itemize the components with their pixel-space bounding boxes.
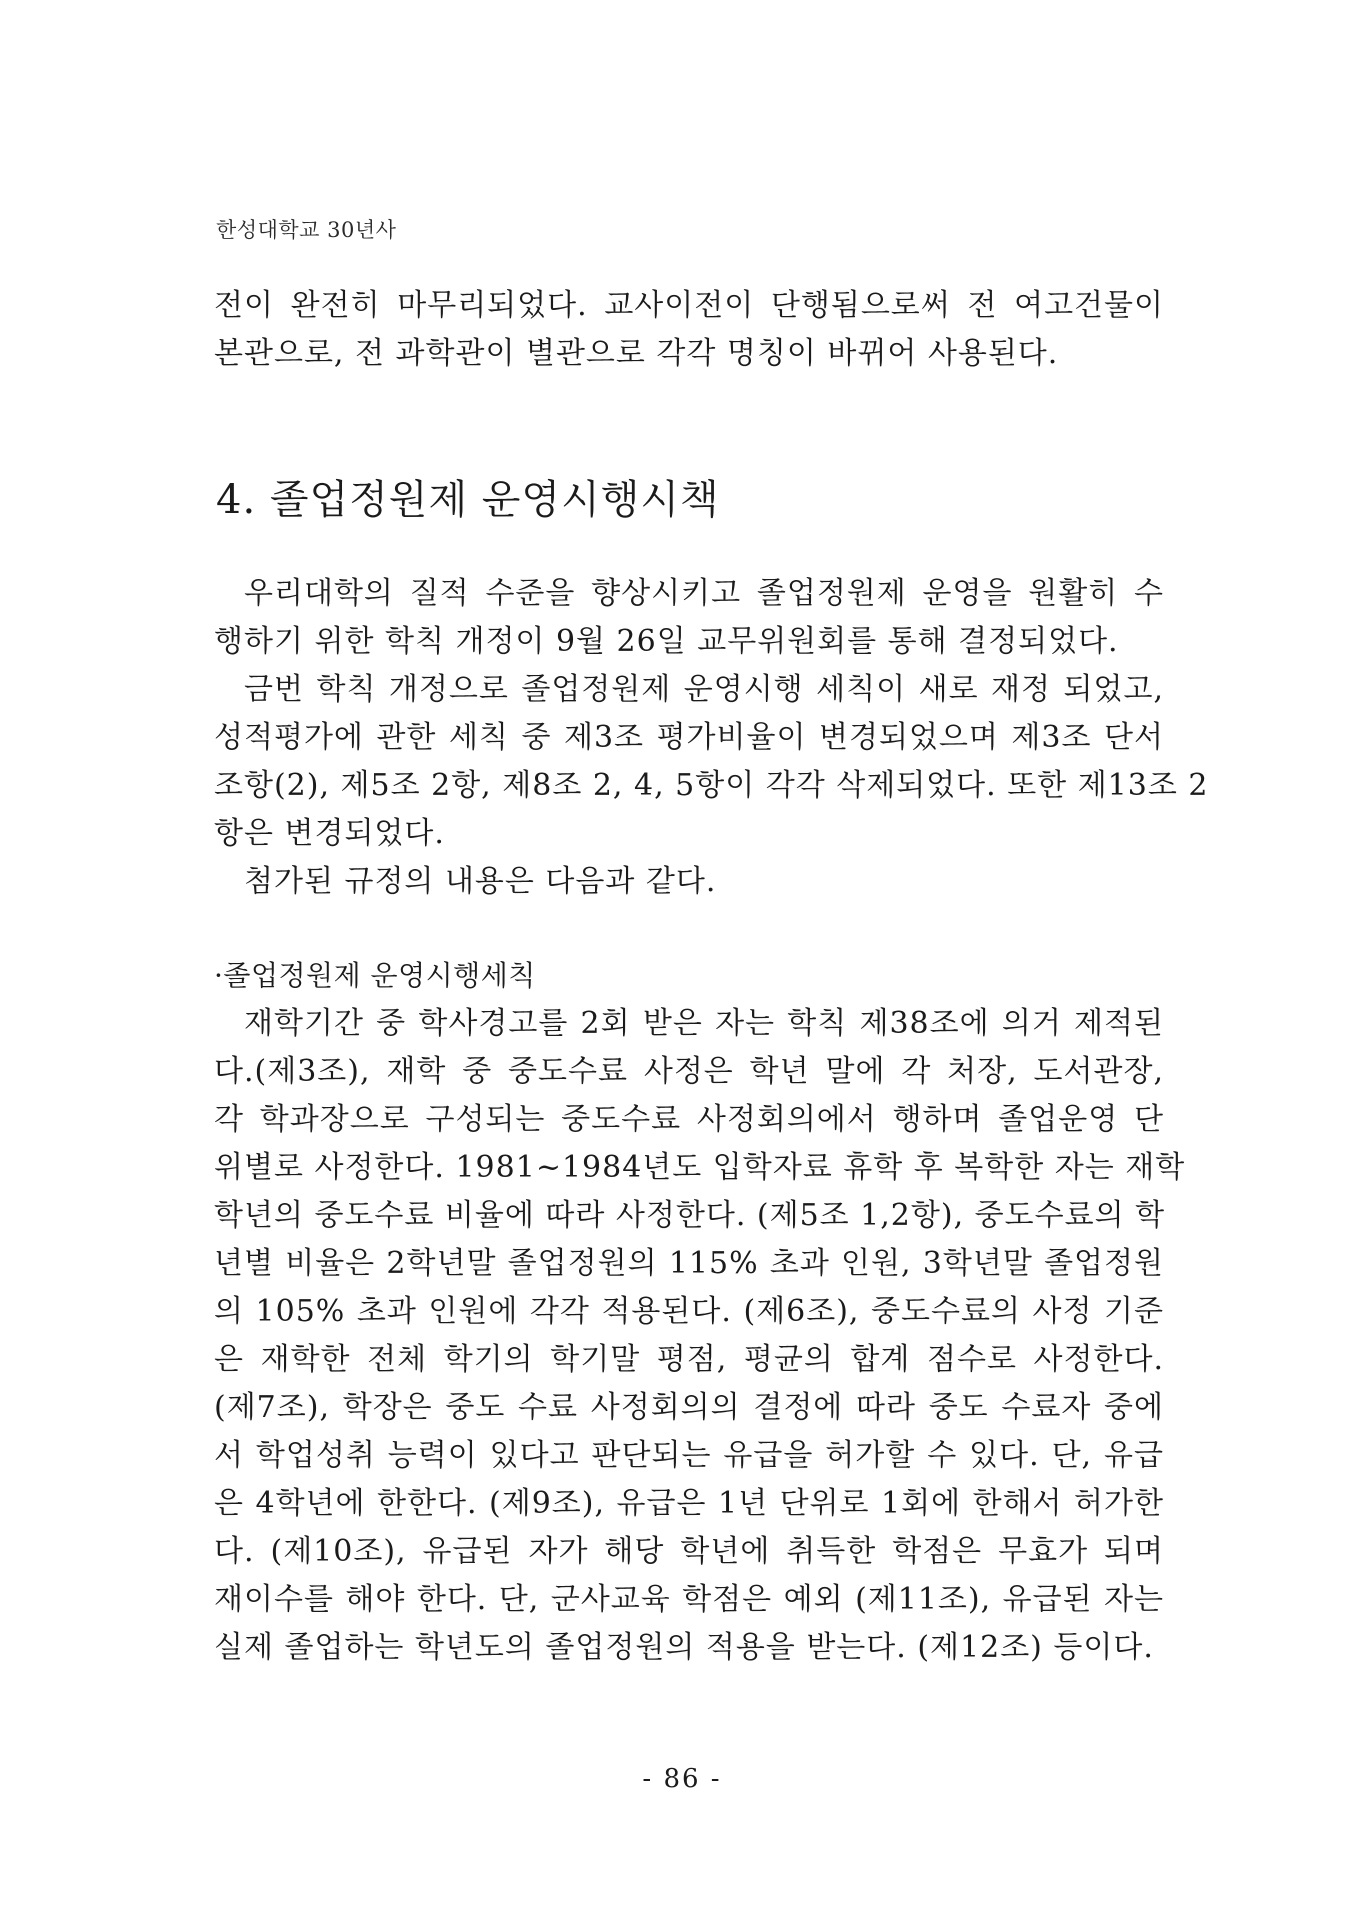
- text-line: (제7조), 학장은 중도 수료 사정회의의 결정에 따라 중도 수료자 중에: [214, 1390, 1164, 1425]
- text-line: 각 학과장으로 구성되는 중도수료 사정회의에서 행하며 졸업운영 단: [214, 1102, 1164, 1137]
- text-line: 행하기 위한 학칙 개정이 9월 26일 교무위원회를 통해 결정되었다.: [214, 624, 1119, 659]
- running-header: 한성대학교 30년사: [216, 218, 397, 242]
- text-line: 조항(2), 제5조 2항, 제8조 2, 4, 5항이 각각 삭제되었다. 또한 제13조 2: [214, 768, 1209, 803]
- page-number: - 86 -: [642, 1764, 722, 1794]
- text-line: 실제 졸업하는 학년도의 졸업정원의 적용을 받는다. (제12조) 등이다.: [214, 1630, 1154, 1665]
- text-line: 의 105% 초과 인원에 각각 적용된다. (제6조), 중도수료의 사정 기준: [214, 1294, 1164, 1329]
- intro-paragraph: [214, 282, 1164, 378]
- subsection-title: ·졸업정원제 운영시행세칙: [214, 959, 536, 992]
- text-line: 은 4학년에 한한다. (제9조), 유급은 1년 단위로 1회에 한해서 허가한: [214, 1486, 1164, 1521]
- text-line: 본관으로, 전 과학관이 별관으로 각각 명칭이 바뀌어 사용된다.: [214, 336, 1059, 371]
- text-line: 년별 비율은 2학년말 졸업정원의 115% 초과 인원, 3학년말 졸업정원: [214, 1246, 1164, 1281]
- text-line: 금번 학칙 개정으로 졸업정원제 운영시행 세칙이 새로 재정 되었고,: [244, 672, 1164, 707]
- text-line: 다. (제10조), 유급된 자가 해당 학년에 취득한 학점은 무효가 되며: [214, 1534, 1164, 1569]
- text-line: 학년의 중도수료 비율에 따라 사정한다. (제5조 1,2항), 중도수료의 학: [214, 1198, 1166, 1233]
- text-line: 재학기간 중 학사경고를 2회 받은 자는 학칙 제38조에 의거 제적된: [244, 1006, 1164, 1041]
- text-line: 재이수를 해야 한다. 단, 군사교육 학점은 예외 (제11조), 유급된 자는: [214, 1582, 1164, 1617]
- text-line: 전이 완전히 마무리되었다. 교사이전이 단행됨으로써 전 여고건물이: [214, 288, 1164, 323]
- text-line: 다.(제3조), 재학 중 중도수료 사정은 학년 말에 각 처장, 도서관장,: [214, 1054, 1164, 1089]
- text-line: 우리대학의 질적 수준을 향상시키고 졸업정원제 운영을 원활히 수: [244, 576, 1164, 611]
- body-paragraphs: [214, 570, 1209, 906]
- text-line: 성적평가에 관한 세칙 중 제3조 평가비율이 변경되었으며 제3조 단서: [214, 720, 1164, 755]
- subsection: [214, 952, 1186, 1672]
- text-line: 항은 변경되었다.: [214, 816, 445, 851]
- section-heading: 4. 졸업정원제 운영시행시책: [216, 477, 720, 523]
- text-line: 서 학업성취 능력이 있다고 판단되는 유급을 허가할 수 있다. 단, 유급: [214, 1438, 1164, 1473]
- text-line: 위별로 사정한다. 1981~1984년도 입학자료 휴학 후 복학한 자는 재학: [214, 1150, 1186, 1185]
- text-line: 첨가된 규정의 내용은 다음과 같다.: [244, 864, 717, 899]
- text-line: 은 재학한 전체 학기의 학기말 평점, 평균의 합계 점수로 사정한다.: [214, 1342, 1164, 1377]
